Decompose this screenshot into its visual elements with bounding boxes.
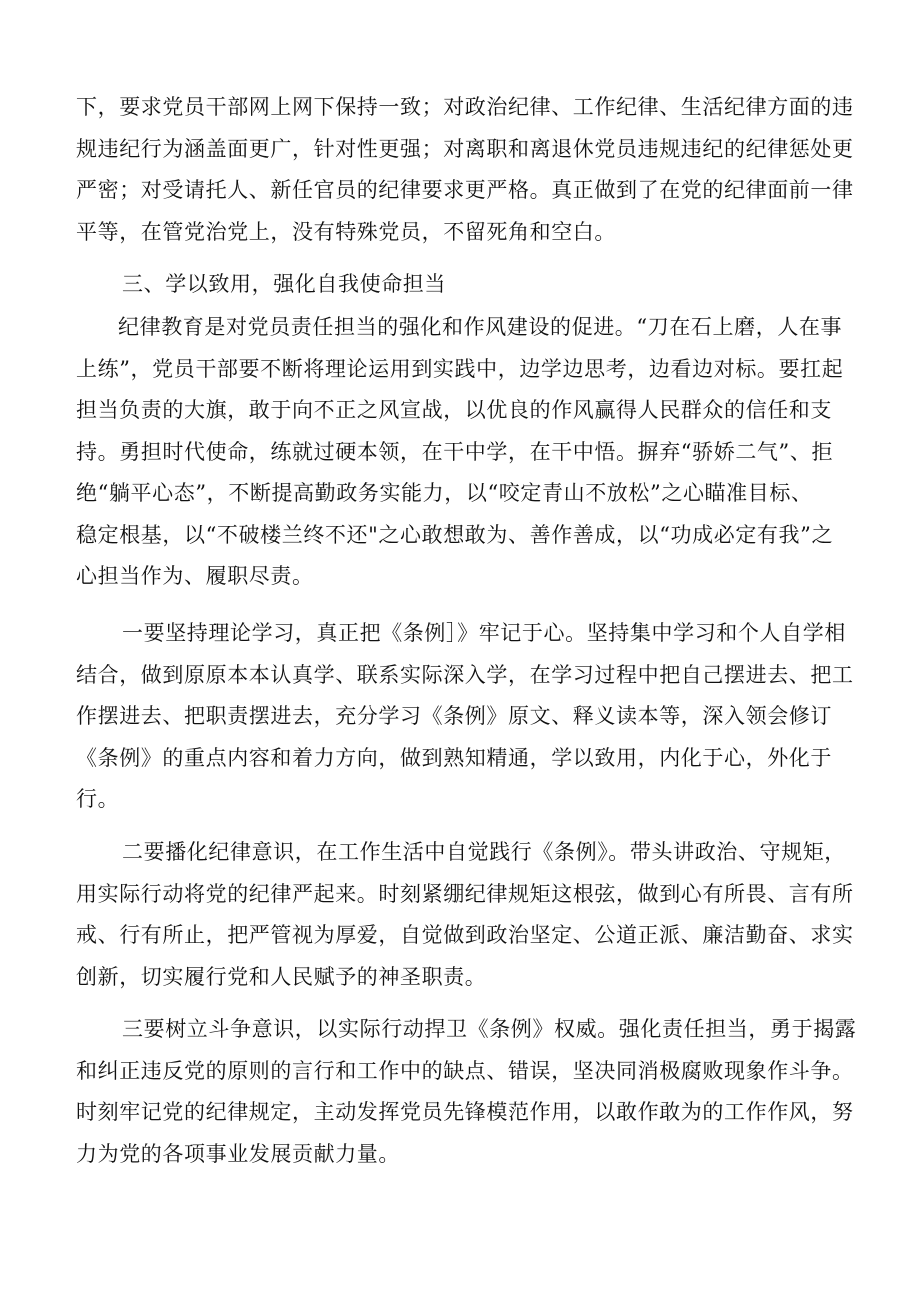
- text-line: 和纠正违反党的原则的言行和工作中的缺点、错误，坚决同消极腐败现象作斗争。: [76, 1058, 854, 1083]
- text-line: 严密；对受请托人、新任官员的纪律要求更严格。真正做到了在党的纪律面前一律: [76, 178, 854, 202]
- text-line: 三要树立斗争意识，以实际行动捍卫《条例》权威。强化责任担当，勇于揭露: [122, 1017, 857, 1041]
- text-line: 稳定根基，以“不破楼兰终不还"之心敢想敢为、善作善成，以“功成必定有我”之: [76, 522, 834, 547]
- text-line: 规违纪行为涵盖面更广，针对性更强；对离职和离退休党员违规违纪的纪律惩处更: [76, 136, 854, 161]
- text-line: 力为党的各项事业发展贡献力量。: [76, 1141, 400, 1166]
- text-line: 行。: [76, 787, 120, 811]
- paragraph-discipline-education: [76, 307, 858, 598]
- text-line: 时刻牢记党的纪律规定，主动发挥党员先锋模范作用，以敢作敢为的工作作风，努: [76, 1100, 854, 1124]
- text-line: 持。勇担时代使命，练就过硬本领，在干中学，在干中悟。摒弃“骄娇二气”、拒: [76, 439, 834, 464]
- text-line: 下，要求党员干部网上网下保持一致；对政治纪律、工作纪律、生活纪律方面的违: [76, 95, 854, 119]
- text-line: 一要坚持理论学习，真正把《条例］》牢记于心。坚持集中学习和个人自学相: [122, 621, 846, 645]
- text-line: 创新，切实履行党和人民赋予的神圣职责。: [76, 964, 487, 989]
- text-line: 纪律教育是对党员责任担当的强化和作风建设的促进。“刀在石上磨，人在事: [118, 315, 843, 339]
- paragraph-theory-study: [76, 613, 858, 821]
- text-line: 结合，做到原原本本认真学、联系实际深入学，在学习过程中把自己摆进去、把工: [76, 662, 854, 687]
- text-line: 用实际行动将党的纪律严起来。时刻紧绷纪律规矩这根弦，做到心有所畏、言有所: [76, 881, 854, 906]
- paragraph-struggle-awareness: [76, 1009, 858, 1175]
- text-line: 心担当作为、履职尽责。: [76, 564, 314, 588]
- section-heading: 三、学以致用，强化自我使命担当: [122, 272, 446, 296]
- continuation-paragraph: [76, 87, 858, 253]
- text-line: 上练”，党员干部要不断将理论运用到实践中，边学边思考，边看边对标。要扛起: [76, 356, 844, 381]
- text-line: 绝“躺平心态”，不断提高勤政务实能力，以“咬定青山不放松”之心瞄准目标、: [76, 481, 813, 505]
- text-line: 作摆进去、把职责摆进去，充分学习《条例》原文、释义读本等，深入领会修订: [76, 704, 832, 728]
- text-line: 《条例》的重点内容和着力方向，做到熟知精通，学以致用，内化于心，外化于: [76, 745, 832, 770]
- paragraph-discipline-awareness: [76, 832, 858, 998]
- text-line: 平等，在管党治党上，没有特殊党员，不留死角和空白。: [76, 219, 616, 244]
- text-line: 二要播化纪律意识，在工作生活中自觉践行《条例》。带头讲政治、守规矩，: [122, 840, 846, 864]
- text-line: 担当负责的大旗，敢于向不正之风宣战，以优良的作风赢得人民群众的信任和支: [76, 398, 832, 422]
- text-line: 戒、行有所止，把严管视为厚爱，自觉做到政治坚定、公道正派、廉洁勤奋、求实: [76, 923, 854, 947]
